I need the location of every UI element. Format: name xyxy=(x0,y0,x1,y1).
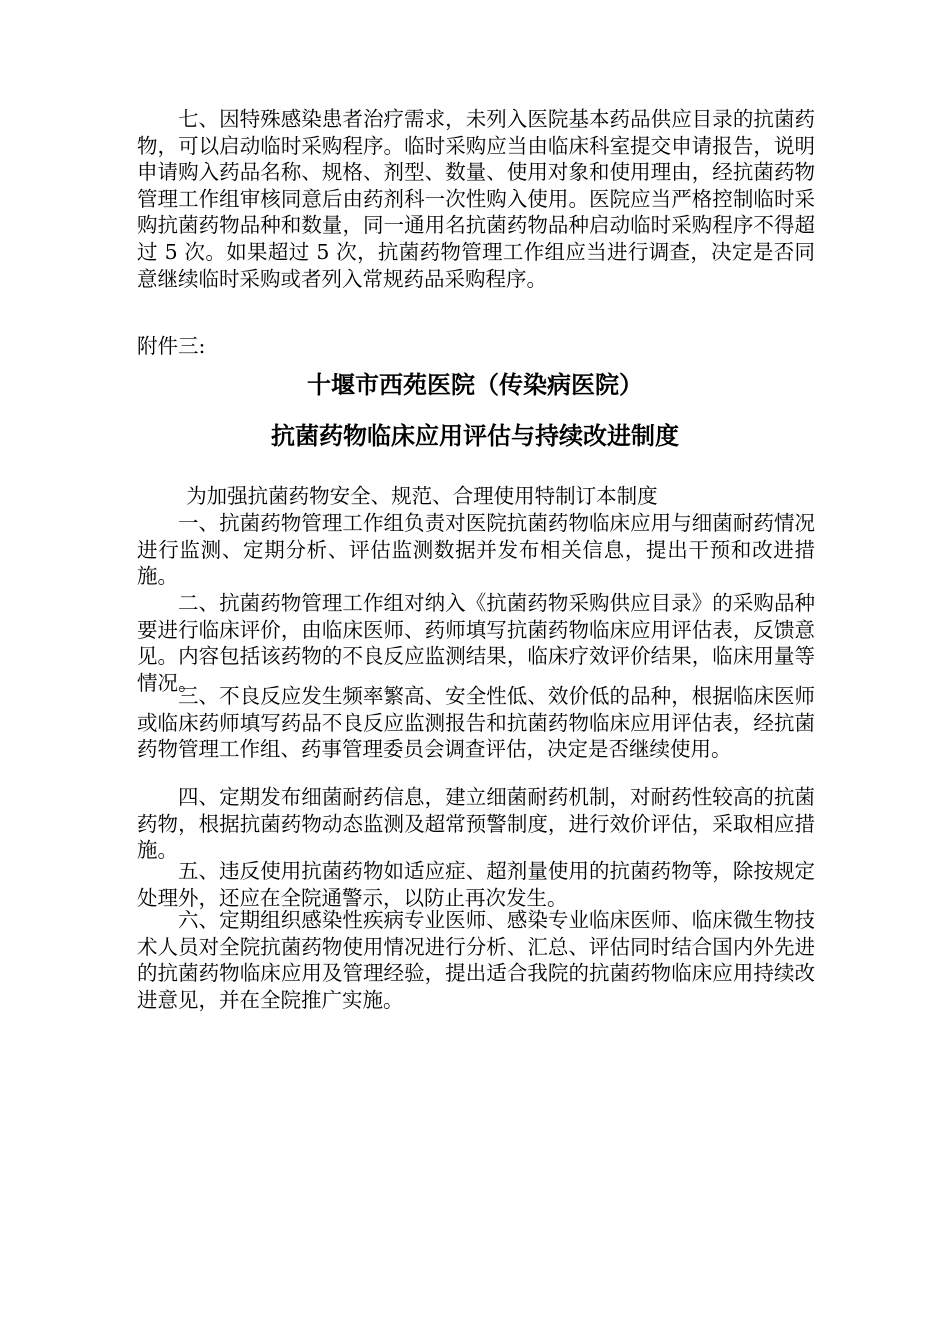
attachment-label: 附件三: xyxy=(137,334,206,358)
document-title: 十堰市西苑医院（传染病医院） xyxy=(307,371,643,399)
document-subtitle: 抗菌药物临床应用评估与持续改进制度 xyxy=(271,422,679,450)
intro-paragraph: 为加强抗菌药物安全、规范、合理使用特制订本制度 xyxy=(186,484,658,508)
paragraph-item-7: 七、因特殊感染患者治疗需求，未列入医院基本药品供应目录的抗菌药物，可以启动临时采购程序。临时采购应当由临床科室提交申请报告，说明申请购入药品名称、规格、剂型、数量、使用对象和使用理由，经抗菌药物管理工作组审核同意后由药剂科一次性购入使用。医院应当严格控制临时采购抗菌药物品种和数量，同一通用名抗菌药物品种启动临时采购程序不得超过 5 次。如果超过 5 次，抗菌药物管理工作组应当进行调查，决定是否同意继续临时采购或者列入常规药品采购程序。 xyxy=(137,107,815,291)
paragraph-item-1: 一、抗菌药物管理工作组负责对医院抗菌药物临床应用与细菌耐药情况进行监测、定期分析、评估监测数据并发布相关信息，提出干预和改进措施。 xyxy=(137,511,815,589)
paragraph-item-2: 二、抗菌药物管理工作组对纳入《抗菌药物采购供应目录》的采购品种要进行临床评价，由临床医师、药师填写抗菌药物临床应用评估表，反馈意见。内容包括该药物的不良反应监测结果，临床疗效评价结果，临床用量等情况。 xyxy=(137,591,815,695)
paragraph-item-5: 五、违反使用抗菌药物如适应症、超剂量使用的抗菌药物等，除按规定处理外，还应在全院通警示，以防止再次发生。 xyxy=(137,859,815,910)
paragraph-item-6: 六、定期组织感染性疾病专业医师、感染专业临床医师、临床微生物技术人员对全院抗菌药物使用情况进行分析、汇总、评估同时结合国内外先进的抗菌药物临床应用及管理经验，提出适合我院的抗菌药物临床应用持续改进意见，并在全院推广实施。 xyxy=(137,908,815,1012)
paragraph-item-4: 四、定期发布细菌耐药信息，建立细菌耐药机制，对耐药性较高的抗菌药物，根据抗菌药物动态监测及超常预警制度，进行效价评估，采取相应措施。 xyxy=(137,785,815,863)
paragraph-item-3: 三、不良反应发生频率繁高、安全性低、效价低的品种，根据临床医师或临床药师填写药品不良反应监测报告和抗菌药物临床应用评估表，经抗菌药物管理工作组、药事管理委员会调查评估，决定是否继续使用。 xyxy=(137,684,815,762)
